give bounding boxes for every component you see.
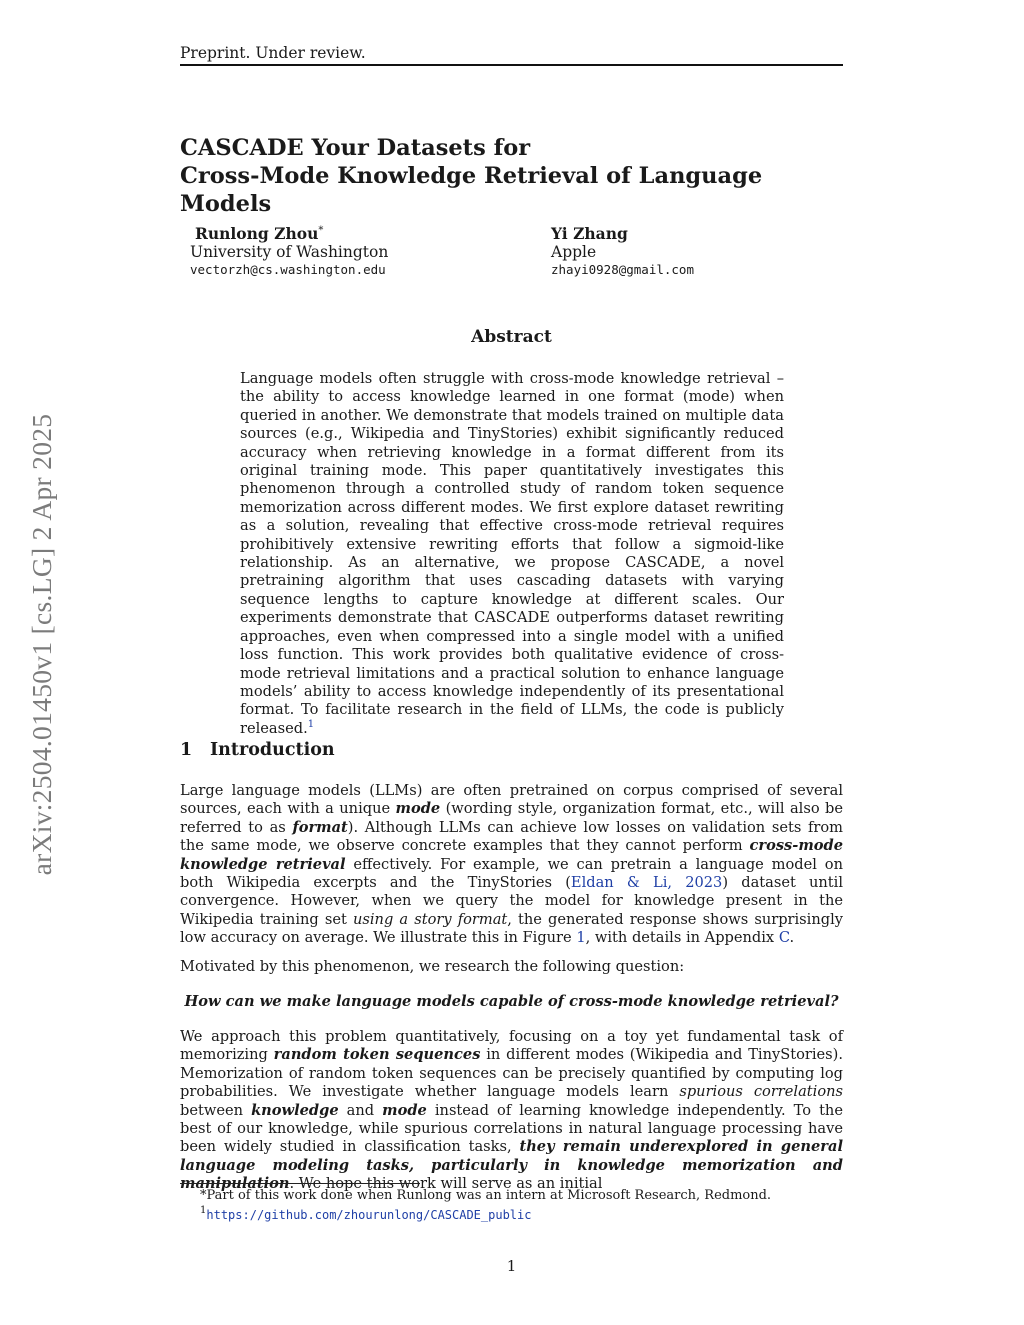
abstract-footnote-mark[interactable]: 1: [307, 718, 315, 730]
author-1-affiliation: University of Washington: [190, 243, 389, 261]
section-heading: [180, 740, 335, 760]
header-rule: [180, 64, 843, 66]
intro-paragraph-3: We approach this problem quantitatively, focusing on a toy yet fundamental task of memorizing random token sequences in different modes (Wikipedia and TinyStories). Memorization of random token sequences can be precisely quantified by computing log probabilities. We investigate whether language models learn spurious correlations between knowledge and mode instead of learning knowledge independently. To the best of our knowledge, while spurious correlations in natural language processing have been widely studied in classification tasks, they remain underexplored in general language modeling tasks, particularly in knowledge memorization and manipulation. We hope this work will serve as an initial: [180, 1028, 843, 1193]
abstract-text: Language models often struggle with cross-mode knowledge retrieval – the ability to access knowledge learned in one format (mode) when queried in another. We demonstrate that models trained on multiple data sources (e.g., Wikipedia and TinyStories) exhibit significantly reduced accuracy when retrieving knowledge in a format different from its original training mode. This paper quantitatively investigates this phenomenon through a controlled study of random token sequence memorization across different modes. We first explore dataset rewriting as a solution, revealing that effective cross-mode retrieval requires prohibitively extensive rewriting efforts that follow a sigmoid-like relationship. As an alternative, we propose CASCADE, a novel pretraining algorithm that uses cascading datasets with varying sequence lengths to capture knowledge at different scales. Our experiments demonstrate that CASCADE outperforms dataset rewriting approaches, even when compressed into a single model with a unified loss function. This work provides both qualitative evidence of cross-mode retrieval limitations and a practical solution to enhance language models’ ability to access knowledge independently of its presentational format. To facilitate research in the field of LLMs, the code is publicly released.: [240, 370, 784, 737]
author-1-email[interactable]: vectorzh@cs.washington.edu: [190, 262, 386, 277]
page-number: 1: [506, 1257, 517, 1275]
code-url-link[interactable]: https://github.com/zhourunlong/CASCADE_public: [206, 1208, 532, 1222]
section-number: 1: [180, 740, 193, 760]
author-2-name: Yi Zhang: [551, 224, 628, 243]
section-title: Introduction: [210, 740, 335, 760]
arxiv-side-identifier: [20, 362, 64, 927]
intro-paragraph-1: Large language models (LLMs) are often pretrained on corpus comprised of several sources, each with a unique mode (wording style, organization format, etc., will also be referred to as format). Although LLMs can achieve low losses on validation sets from the same mode, we observe concrete examples that they cannot perform cross-mode knowledge retrieval effectively. For example, we can pretrain a language model on both Wikipedia excerpts and the TinyStories (Eldan & Li, 2023) dataset until convergence. However, when we query the model for knowledge present in the Wikipedia training set using a story format, the generated response shows surprisingly low accuracy on average. We illustrate this in Figure 1, with details in Appendix C.: [180, 782, 844, 947]
intro-paragraph-2: Motivated by this phenomenon, we research the following question:: [180, 958, 685, 975]
footnote-affiliation: *Part of this work done when Runlong was an intern at Microsoft Research, Redmond.: [200, 1188, 772, 1203]
author-2-affiliation: Apple: [551, 243, 597, 261]
abstract-body: [240, 370, 784, 738]
title-line-2: Cross-Mode Knowledge Retrieval of Language Models: [180, 163, 763, 217]
running-head: Preprint. Under review.: [180, 44, 366, 62]
author-2: [551, 225, 694, 279]
research-question: How can we make language models capable of cross-mode knowledge retrieval?: [184, 993, 839, 1010]
abstract-heading: Abstract: [471, 327, 552, 347]
figure-ref-link[interactable]: 1: [576, 929, 586, 947]
title-line-1: CASCADE Your Datasets for: [180, 135, 531, 161]
paper-title: [180, 134, 843, 218]
footnote-code-link: [200, 1205, 532, 1223]
footnote-code-mark: 1: [200, 1205, 207, 1216]
author-1-mark: *: [318, 225, 324, 236]
arxiv-identifier-text: arXiv:2504.01450v1 [cs.LG] 2 Apr 2025: [26, 413, 57, 876]
author-1-name: Runlong Zhou: [195, 224, 319, 243]
appendix-ref-link[interactable]: C: [778, 929, 790, 947]
footnote-rule: [180, 1183, 420, 1184]
author-2-email[interactable]: zhayi0928@gmail.com: [551, 262, 694, 277]
author-1: [190, 225, 388, 279]
citation-eldan-li[interactable]: Eldan & Li, 2023: [570, 874, 723, 892]
